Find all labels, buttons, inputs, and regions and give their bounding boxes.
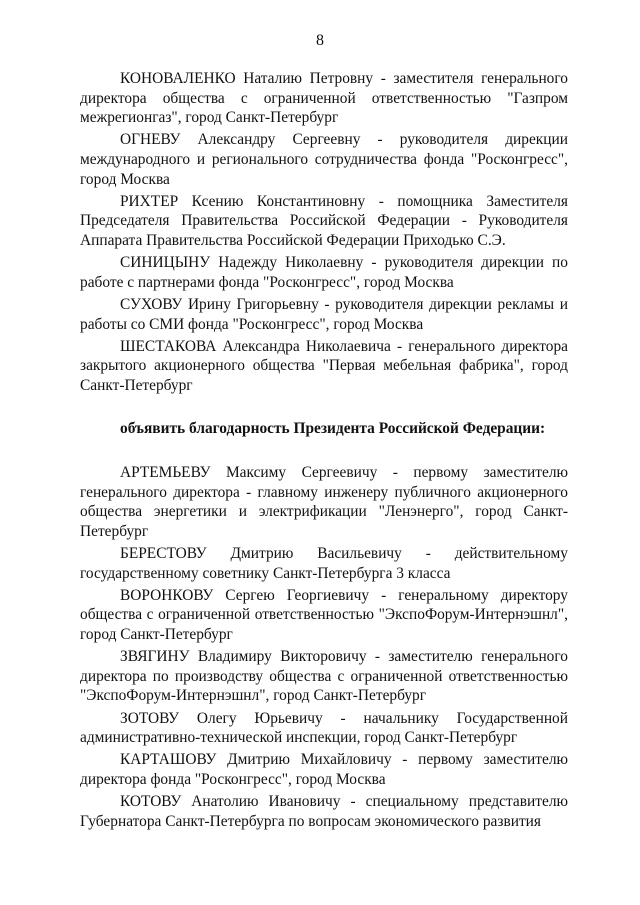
gratitude-paragraph: ЗВЯГИНУ Владимиру Викторовичу - заместителю генерального директора по производству общества с ограниченной ответственностью "ЭкспоФорум-Интернэшнл", город Санкт-Петербург xyxy=(80,648,568,705)
award-paragraph: СУХОВУ Ирину Григорьевну - руководителя дирекции рекламы и работы со СМИ фонда "Росконгресс", город Москва xyxy=(80,295,568,333)
award-paragraph: РИХТЕР Ксению Константиновну - помощника Заместителя Председателя Правительства Российской Федерации - Руководителя Аппарата Правительства Российской Федерации Приходько С.Э. xyxy=(80,192,568,249)
gratitude-paragraph: КАРТАШОВУ Дмитрию Михайловичу - первому заместителю директора фонда "Росконгресс", город Москва xyxy=(80,751,568,788)
award-paragraph: СИНИЦЫНУ Надежду Николаевну - руководителя дирекции по работе с партнерами фонда "Росконгресс", город Москва xyxy=(80,254,568,291)
gratitude-paragraph: ЗОТОВУ Олегу Юрьевичу - начальнику Государственной административно-технической инспекции, город Санкт-Петербург xyxy=(80,709,568,747)
gratitude-paragraph: ВОРОНКОВУ Сергею Георгиевичу - генеральному директору общества с ограниченной ответственностью "ЭкспоФорум-Интернэшнл", город Санкт-Петербург xyxy=(80,586,568,643)
award-paragraph: КОНОВАЛЕНКО Наталию Петровну - заместителя генерального директора общества с ограниченной ответственностью "Газпром межрегионгаз", город Санкт-Петербург xyxy=(80,70,568,127)
gratitude-paragraph: КОТОВУ Анатолию Ивановичу - специальному представителю Губернатора Санкт-Петербурга по вопросам экономического развития xyxy=(80,793,568,830)
award-paragraph: ШЕСТАКОВА Александра Николаевича - генерального директора закрытого акционерного общества "Первая мебельная фабрика", город Санкт-Петербург xyxy=(80,337,568,394)
award-paragraph: ОГНЕВУ Александру Сергеевну - руководителя дирекции международного и регионального сотрудничества фонда "Росконгресс", город Москва xyxy=(80,131,568,188)
page-number: 8 xyxy=(316,32,324,49)
gratitude-paragraph: БЕРЕСТОВУ Дмитрию Васильевичу - действительному государственному советнику Санкт-Петербурга 3 класса xyxy=(80,545,568,582)
section-heading: объявить благодарность Президента Российской Федерации: xyxy=(120,420,546,438)
gratitude-paragraph: АРТЕМЬЕВУ Максиму Сергеевичу - первому заместителю генерального директора - главному инженеру публичного акционерного общества энергетики и электрификации "Ленэнерго", город Санкт-Петербург xyxy=(80,464,568,540)
document-body xyxy=(80,69,568,834)
